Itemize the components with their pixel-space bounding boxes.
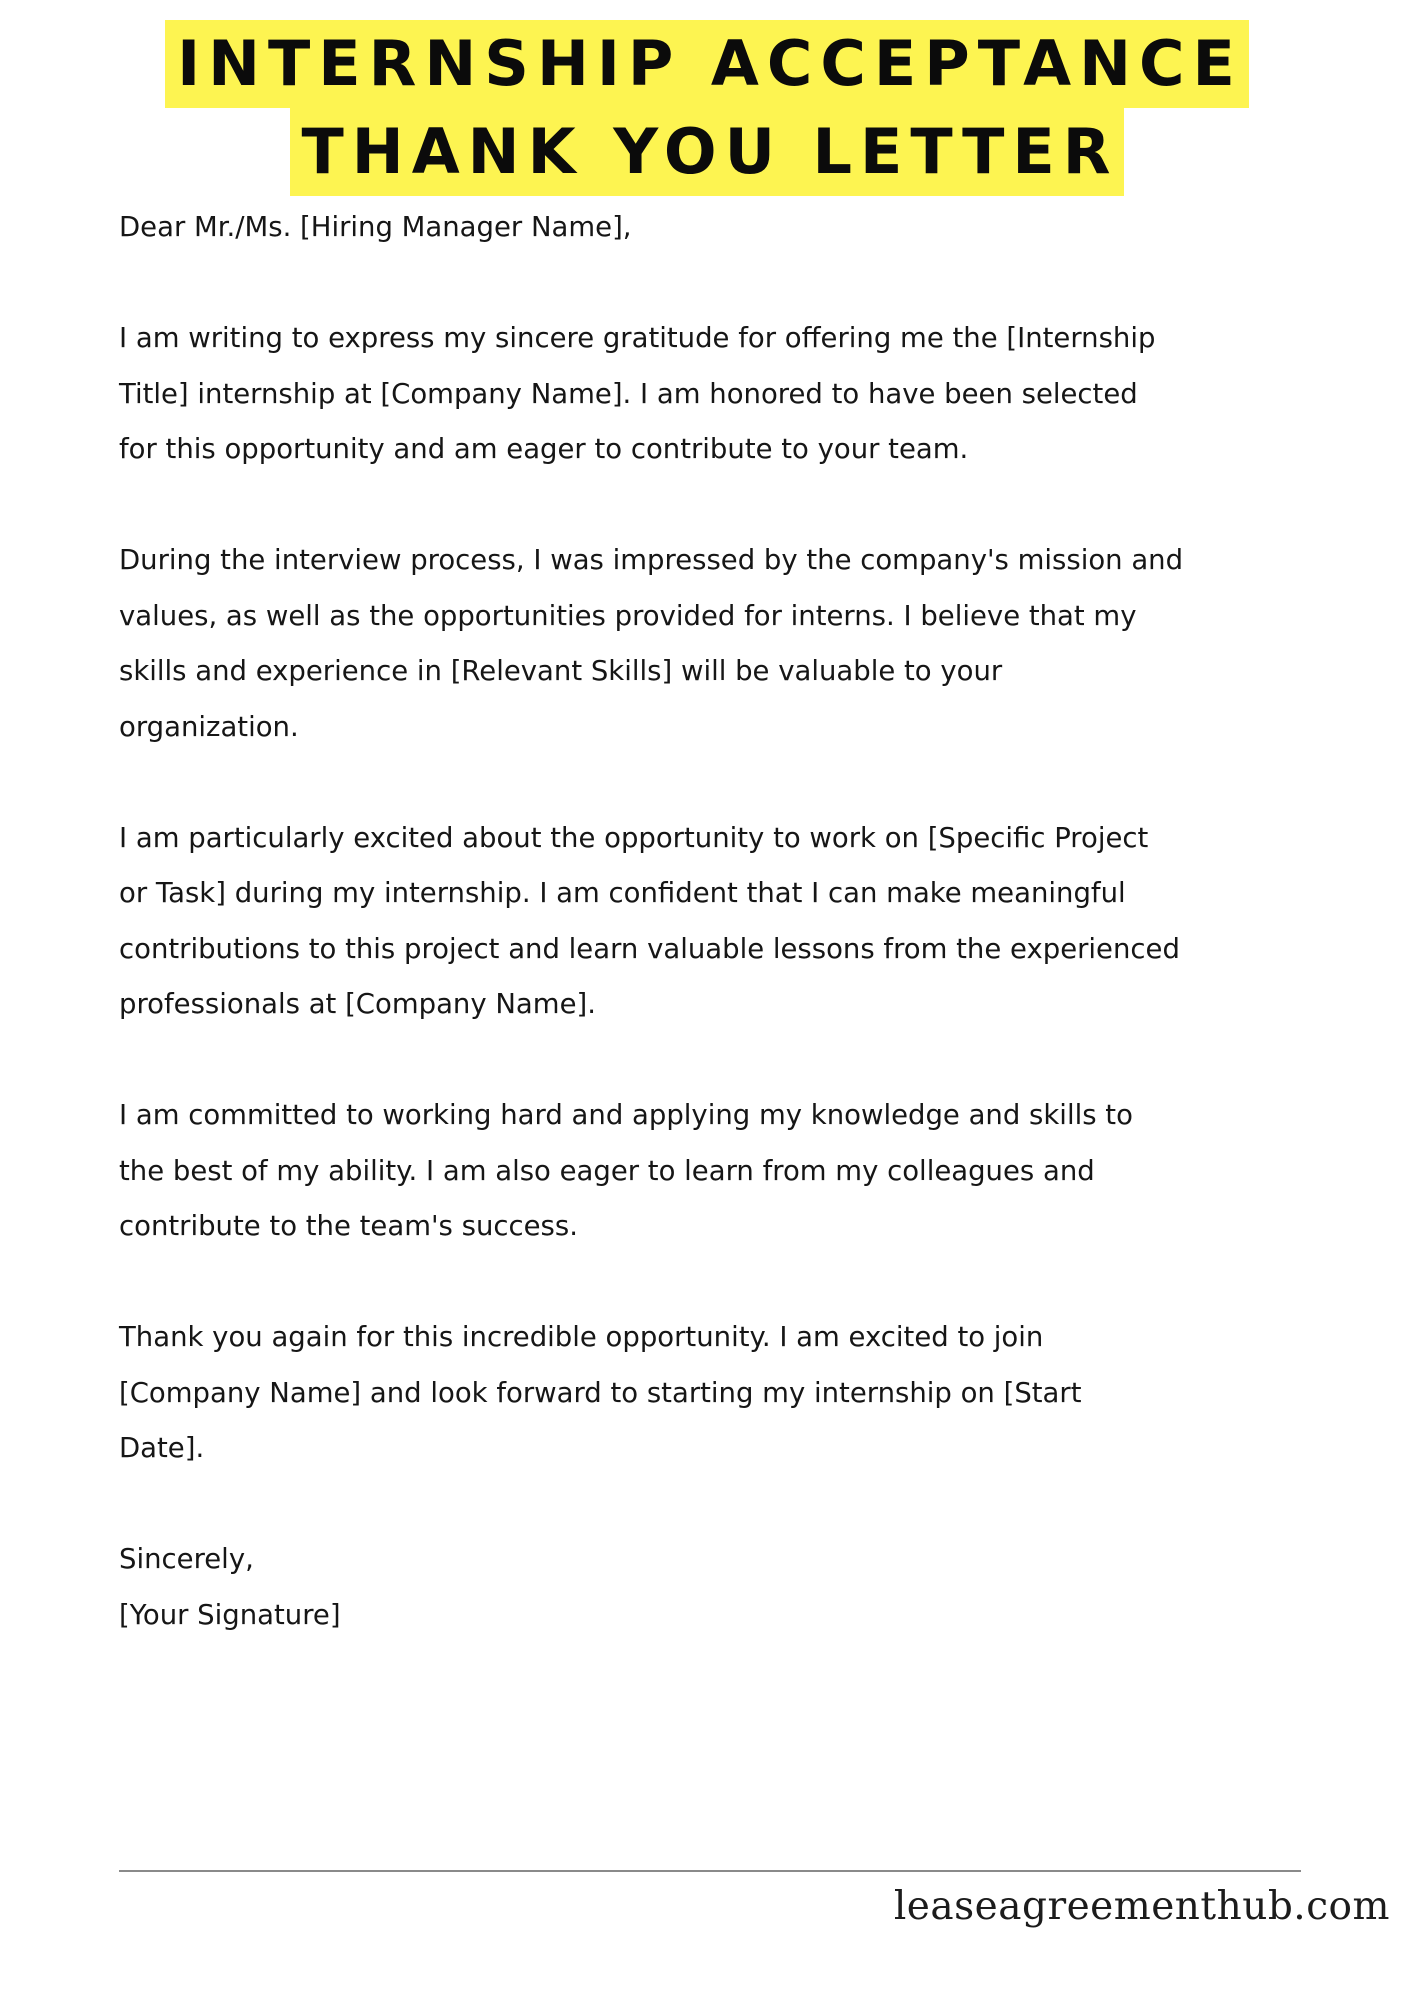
paragraph-2: During the interview process, I was impressed by the company's mission and values, as well as the opportunities provided for interns. I believe that my skills and experience in [Relevant Skills] will be valuable to your organization. [119, 544, 1184, 743]
document-title [0, 20, 1414, 196]
closing-text: Sincerely, [119, 1543, 254, 1575]
paragraph-5: Thank you again for this incredible opportunity. I am excited to join [Company Name] and look forward to starting my internship on [Start Date]. [119, 1321, 1082, 1464]
paragraph-1: I am writing to express my sincere gratitude for offering me the [Internship Title] internship at [Company Name]. I am honored to have been selected for this opportunity and am eager to contribute to your team. [119, 322, 1156, 465]
signature-placeholder: [Your Signature] [119, 1598, 341, 1631]
closing-block [119, 1532, 1319, 1643]
paragraph-3: I am particularly excited about the opportunity to work on [Specific Project or Task] during my internship. I am confident that I can make meaningful contributions to this project and learn valuable lessons from the experienced professionals at [Company Name]. [119, 821, 1180, 1020]
letter-body [119, 200, 1319, 1643]
title-line-1: INTERNSHIP ACCEPTANCE [165, 20, 1249, 108]
footer-website: leaseagreementhub.com [893, 1884, 1390, 1929]
title-line-2: THANK YOU LETTER [290, 108, 1125, 196]
paragraph-4: I am committed to working hard and applying my knowledge and skills to the best of my ability. I am also eager to learn from my colleagues and contribute to the team's success. [119, 1099, 1133, 1242]
footer-divider [119, 1870, 1301, 1872]
salutation: Dear Mr./Ms. [Hiring Manager Name], [119, 211, 632, 243]
